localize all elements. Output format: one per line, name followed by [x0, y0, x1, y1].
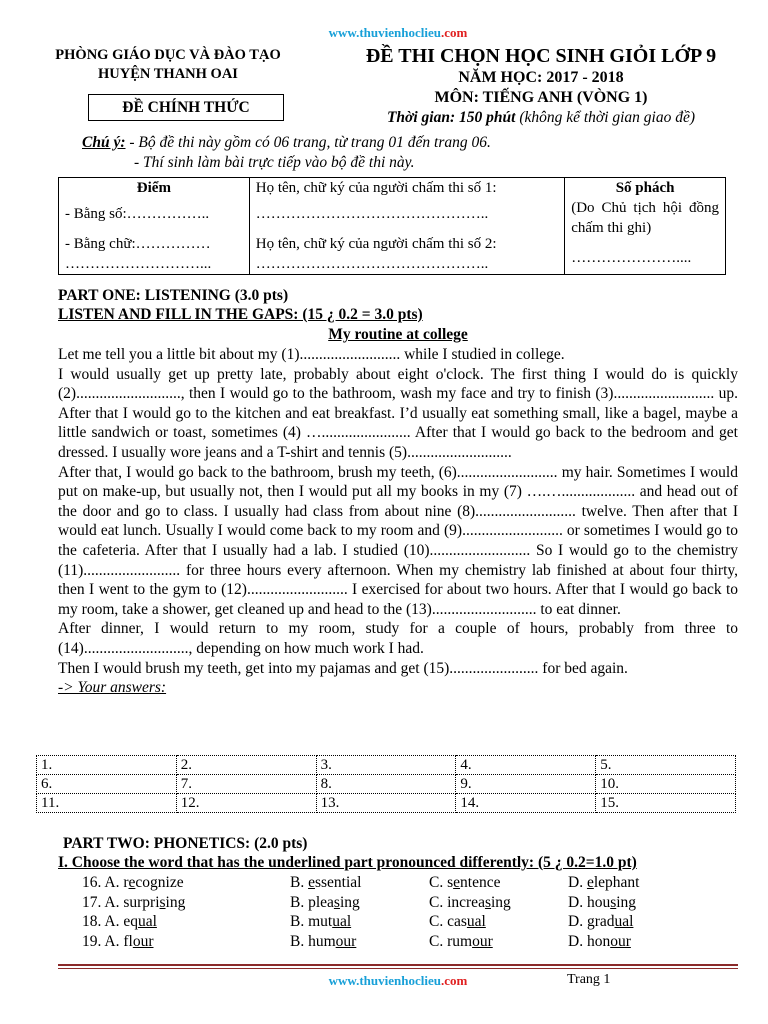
option-text-end: ssential	[314, 874, 362, 891]
option-text-end: cognize	[135, 874, 184, 891]
option-text-start: C. cas	[429, 913, 467, 931]
underlined-sound: ual	[466, 913, 486, 931]
answer-cell[interactable]: 11.	[37, 794, 177, 813]
footer-url-main: www.thuvienhoclieu	[328, 973, 441, 988]
underlined-sound: our	[132, 932, 154, 950]
site-url-tld: .com	[440, 25, 468, 40]
phonetics-question	[82, 893, 742, 913]
answer-row	[37, 794, 736, 813]
code-field-dots: …………………..	[571, 250, 684, 266]
option-text-end: ntence	[460, 874, 501, 891]
footer-divider	[58, 964, 738, 966]
code-field-dots-end: ..	[683, 250, 692, 266]
exam-subject: MÔN: TIẾNG ANH (VÒNG 1)	[434, 89, 648, 106]
exam-year: NĂM HỌC: 2017 - 2018	[458, 69, 624, 86]
score-words-field[interactable]: - Bằng chữ:……………	[65, 236, 211, 252]
examiner-2-field[interactable]: ………………………………………..	[255, 256, 489, 272]
underlined-sound: ual	[332, 913, 352, 931]
answer-cell[interactable]: 1.	[37, 756, 177, 775]
listening-passage	[58, 345, 738, 698]
examiners-cell	[249, 178, 564, 275]
underlined-sound: ual	[137, 913, 157, 931]
phonetics-questions	[82, 873, 742, 951]
department-line-2: HUYỆN THANH OAI	[98, 66, 238, 82]
answer-option[interactable]	[82, 912, 157, 932]
passage-paragraph: After dinner, I would return to my room, study for a couple of hours, probably from three to (14)..........................., depending on how much work I had.	[58, 620, 738, 657]
exam-time-note: (không kể thời gian giao đề)	[515, 109, 696, 126]
option-text-start: B. hum	[290, 932, 336, 950]
answer-option[interactable]	[290, 932, 356, 952]
answer-cell[interactable]: 12.	[176, 794, 316, 813]
footer-url-tld: .com	[440, 973, 468, 988]
answer-row	[37, 775, 736, 794]
answer-cell[interactable]: 2.	[176, 756, 316, 775]
footer-divider-thin	[58, 968, 738, 969]
passage-paragraph: Then I would brush my teeth, get into my pajamas and get (15)....................... for bed again.	[58, 659, 628, 677]
underlined-sound: our	[472, 932, 493, 950]
answer-row	[37, 756, 736, 775]
examiner-1-field[interactable]: ………………………………………..	[255, 206, 489, 222]
answer-cell[interactable]: 7.	[176, 775, 316, 794]
notes-label: Chú ý:	[82, 134, 126, 151]
underlined-sound: s	[610, 893, 617, 911]
phonetics-question	[82, 873, 742, 893]
answer-option[interactable]	[429, 932, 493, 952]
phonetics-question	[82, 912, 742, 932]
score-header: Điểm	[136, 180, 171, 196]
code-cell	[565, 178, 726, 275]
answer-option[interactable]	[568, 912, 633, 932]
option-text-start: B.	[290, 874, 309, 891]
option-text-end: ing	[165, 893, 186, 911]
underlined-sound: our	[610, 932, 631, 950]
answer-cell[interactable]: 9.	[456, 775, 596, 794]
option-text-end: ing	[491, 893, 511, 911]
exam-notes	[82, 133, 722, 173]
code-header: Số phách	[615, 180, 675, 196]
underlined-sound: e	[453, 874, 461, 891]
site-url-main: www.thuvienhoclieu	[328, 25, 441, 40]
option-text-start: D.	[568, 874, 587, 891]
phonetics-question	[82, 932, 742, 952]
answer-option[interactable]	[82, 873, 184, 893]
option-text-start: B. mut	[290, 913, 333, 931]
answer-cell[interactable]: 5.	[596, 756, 736, 775]
answer-cell[interactable]: 10.	[596, 775, 736, 794]
underlined-sound: e	[586, 874, 594, 891]
grading-table	[58, 177, 726, 275]
underlined-sound: s	[484, 893, 491, 911]
site-url-top[interactable]	[0, 25, 768, 41]
answer-cell[interactable]: 6.	[37, 775, 177, 794]
answer-option[interactable]	[568, 932, 631, 952]
option-text-start: 17. A. surpri	[82, 893, 160, 911]
department-line-1: PHÒNG GIÁO DỤC VÀ ĐÀO TẠO	[55, 47, 281, 63]
underlined-sound: e	[308, 874, 315, 891]
answer-option[interactable]	[290, 912, 351, 932]
option-text-start: D. hou	[568, 893, 611, 911]
option-text-end: lephant	[593, 874, 640, 891]
part-two-title: PART TWO: PHONETICS: (2.0 pts)	[63, 835, 308, 852]
notes-line-1: - Bộ đề thi này gồm có 06 trang, từ trang 01 đến trang 06.	[125, 134, 491, 151]
answer-option[interactable]	[290, 873, 361, 893]
option-text-start: C. s	[429, 874, 454, 891]
option-text-start: 19. A. fl	[82, 932, 133, 950]
option-text-end: ing	[616, 893, 637, 911]
exam-header	[326, 44, 756, 128]
underlined-sound: s	[159, 893, 166, 911]
passage-paragraph: I would usually get up pretty late, probably about eight o'clock. The first thing I would do is quickly (2)..........................., then I would go to the bathroom, wash my face and try to finish (3).......................... up. After that I would go to the kitchen and eat breakfast. I’d usually eat something small, like a bagel, maybe a little sandwich or toast, sometimes (4) …....................... After that I would go back to the bedroom and get dressed. I usually wore jeans and a T-shirt and tennis (5)...........................	[58, 365, 738, 461]
site-url-footer[interactable]	[0, 973, 768, 989]
option-text-start: D. grad	[568, 913, 615, 931]
notes-line-2: - Thí sinh làm bài trực tiếp vào bộ đề thi này.	[134, 154, 415, 171]
option-text-start: 16. A. r	[82, 874, 129, 891]
answer-option[interactable]	[82, 893, 185, 913]
option-text-start: B. plea	[290, 893, 334, 911]
answer-cell[interactable]: 4.	[456, 756, 596, 775]
answer-cell[interactable]: 8.	[316, 775, 456, 794]
passage-title: My routine at college	[328, 326, 468, 343]
score-cell	[59, 178, 250, 275]
answer-option[interactable]	[429, 912, 486, 932]
examiner-2-label: Họ tên, chữ ký của người chấm thi số 2:	[255, 236, 497, 252]
score-words-continuation: ………………………...	[65, 256, 212, 272]
answer-grid	[36, 755, 736, 813]
answers-label: -> Your answers:	[58, 679, 167, 697]
answer-option[interactable]	[568, 893, 636, 913]
part-one-subtitle: LISTEN AND FILL IN THE GAPS: (15 ¿ 0.2 = 3.0 pts)	[58, 306, 423, 323]
option-text-start: C. increa	[429, 893, 485, 911]
page-number: Trang 1	[567, 972, 611, 987]
answer-option[interactable]	[82, 932, 153, 952]
underlined-sound: ual	[614, 913, 634, 931]
option-text-end: ing	[339, 893, 360, 911]
passage-paragraph: After that, I would go back to the bathroom, brush my teeth, (6).......................... my hair. Sometimes I would put on make-up, but usually not, then I would put all my books in my (7) ….…................... and head out of the door and go to class. I usually had class from about nine (8).......................... twelve. Then after that I would eat lunch. Usually I would come back to my room and (9).......................... or sometimes I would go to the cafeteria. After that I usually had a lab. I studied (10).......................... So I would go to the chemistry (11)......................... for three hours every afternoon. When my chemistry lab finished at about four thirty, then I went to the gym to (12).......................... I exercised for about two hours. After that I would go back to my room, take a shower, get cleaned up and head to the (13)........................... to eat dinner.	[58, 463, 738, 618]
exam-time-label: Thời gian: 150 phút	[386, 109, 516, 126]
department-header	[30, 46, 306, 84]
option-text-start: 18. A. eq	[82, 913, 138, 931]
underlined-sound: s	[333, 893, 340, 911]
answer-option[interactable]	[290, 893, 360, 913]
answer-cell[interactable]: 3.	[316, 756, 456, 775]
underlined-sound: our	[335, 932, 357, 950]
option-text-start: C. rum	[429, 932, 473, 950]
exam-title: ĐỀ THI CHỌN HỌC SINH GIỎI LỚP 9	[365, 45, 717, 67]
part-one-title: PART ONE: LISTENING (3.0 pts)	[58, 287, 289, 304]
code-note: (Do Chủ tịch hội đồng chấm thi ghi)	[571, 200, 719, 236]
phonetics-instruction: I. Choose the word that has the underlined part pronounced differently: (5 ¿ 0.2=1.0 pt)	[58, 854, 637, 871]
score-number-field[interactable]: - Bằng số:……………..	[65, 206, 210, 222]
answer-cell[interactable]: 13.	[316, 794, 456, 813]
answer-cell[interactable]: 14.	[456, 794, 596, 813]
passage-paragraph: Let me tell you a little bit about my (1).......................... while I studied in college.	[58, 346, 565, 363]
option-text-start: D. hon	[568, 932, 611, 950]
answer-option[interactable]	[429, 873, 500, 893]
code-field[interactable]	[571, 248, 719, 268]
examiner-1-label: Họ tên, chữ ký của người chấm thi số 1:	[255, 180, 497, 196]
answer-option[interactable]	[568, 873, 639, 893]
underlined-sound: e	[128, 874, 136, 891]
exam-time	[326, 108, 756, 128]
answer-cell[interactable]: 15.	[596, 794, 736, 813]
official-exam-box: ĐỀ CHÍNH THỨC	[88, 94, 284, 121]
answer-option[interactable]	[429, 893, 511, 913]
